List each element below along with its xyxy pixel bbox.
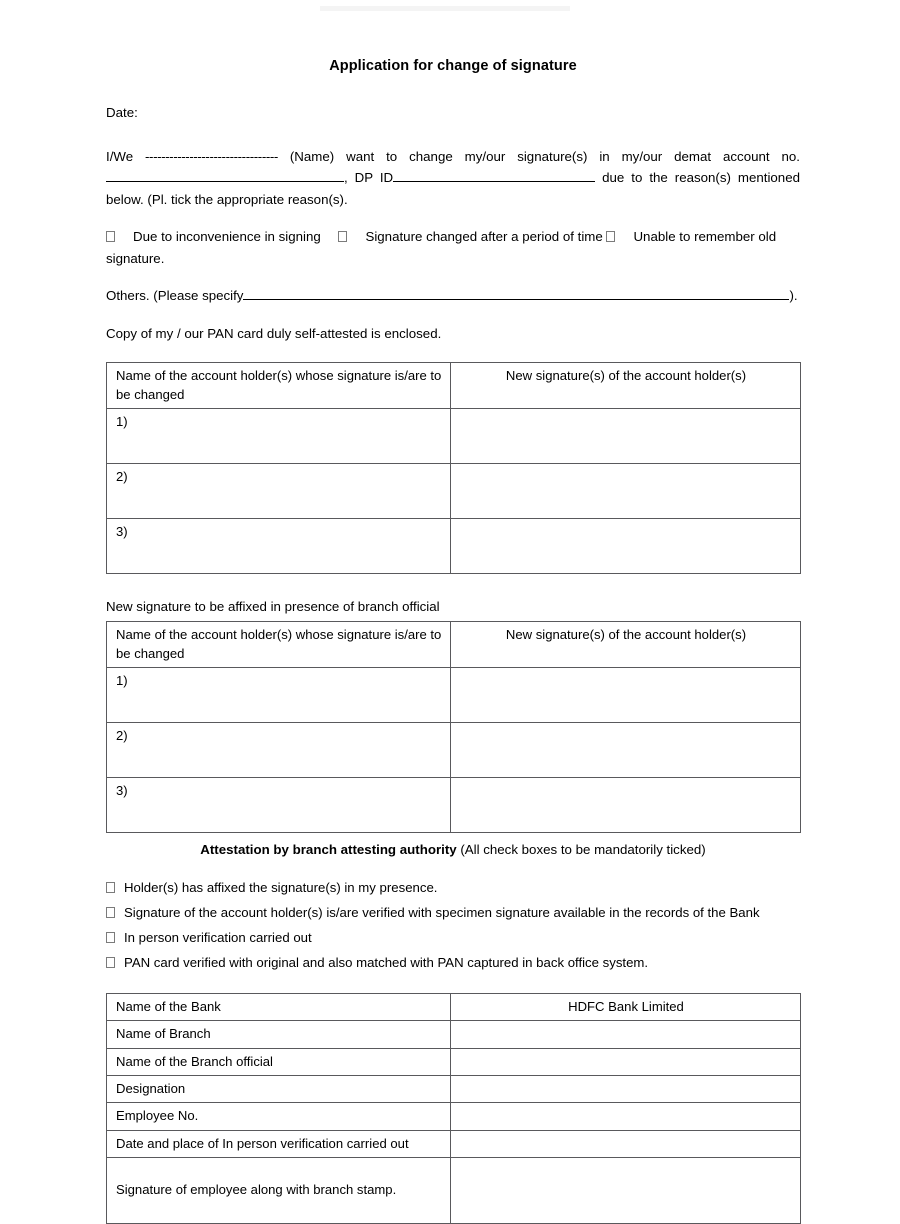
- empty-checkbox-icon[interactable]: [338, 231, 347, 242]
- branch-signature-table-header-signature: New signature(s) of the account holder(s): [451, 621, 801, 667]
- bank-row-1-label: Name of the Bank: [107, 994, 451, 1021]
- attestation-heading: [106, 840, 800, 860]
- table-header-row: [107, 621, 801, 667]
- bank-row-6-value[interactable]: [451, 1130, 801, 1157]
- others-reason-row: [106, 285, 800, 307]
- empty-checkbox-icon[interactable]: [106, 932, 115, 943]
- attestation-item-3-label: In person verification carried out: [124, 929, 312, 945]
- signature-table-row-3-label: 3): [107, 519, 451, 574]
- reason-checkbox-group: [106, 226, 800, 269]
- branch-signature-table-row-3-label: 3): [107, 778, 451, 833]
- attestation-checklist: [106, 877, 800, 973]
- dp-id-blank[interactable]: [393, 169, 595, 182]
- others-specify-blank[interactable]: [243, 288, 789, 301]
- table-row: [107, 1130, 801, 1157]
- bank-row-3-value[interactable]: [451, 1048, 801, 1075]
- signature-table-row-3-signature-cell[interactable]: [451, 519, 801, 574]
- empty-checkbox-icon[interactable]: [106, 907, 115, 918]
- branch-presence-label: New signature to be affixed in presence of branch official: [106, 599, 440, 615]
- intro-after-dpid: due to the reason(s) mentioned below. (Pl. tick the appropriate reason(s).: [106, 170, 800, 207]
- attestation-item-2-label: Signature of the account holder(s) is/are verified with specimen signature available in the records of the Bank: [124, 904, 760, 920]
- others-suffix-label: ).: [789, 288, 798, 304]
- attestation-heading-note: (All check boxes to be mandatorily ticked): [456, 842, 706, 858]
- table-row: [107, 994, 801, 1021]
- table-header-row: [107, 363, 801, 409]
- signature-table-header-signature: New signature(s) of the account holder(s): [451, 363, 801, 409]
- list-item: [106, 952, 800, 973]
- bank-row-7-value[interactable]: [451, 1158, 801, 1224]
- bank-details-table: [106, 993, 801, 1224]
- branch-signature-table-row-2-signature-cell[interactable]: [451, 723, 801, 778]
- branch-signature-table: [106, 621, 801, 833]
- signature-table-header-name: Name of the account holder(s) whose signature is/are to be changed: [107, 363, 451, 409]
- branch-signature-table-header-name: Name of the account holder(s) whose signature is/are to be changed: [107, 621, 451, 667]
- date-field-label: [106, 102, 800, 124]
- bank-row-5-value[interactable]: [451, 1103, 801, 1130]
- bank-row-5-label: Employee No.: [107, 1103, 451, 1130]
- signature-table-row-1-signature-cell[interactable]: [451, 409, 801, 464]
- attestation-item-4-label: PAN card verified with original and also matched with PAN captured in back office system.: [124, 954, 649, 970]
- attestation-heading-bold: Attestation by branch attesting authority: [200, 842, 457, 858]
- table-row: [107, 464, 801, 519]
- bank-row-6-label: Date and place of In person verification carried out: [107, 1130, 451, 1157]
- document-content: [106, 58, 800, 1224]
- attestation-item-1-label: Holder(s) has affixed the signature(s) in my presence.: [124, 880, 438, 896]
- empty-checkbox-icon[interactable]: [106, 957, 115, 968]
- bank-row-1-value: HDFC Bank Limited: [451, 994, 801, 1021]
- list-item: [106, 927, 800, 948]
- empty-checkbox-icon[interactable]: [106, 882, 115, 893]
- table-row: [107, 1103, 801, 1130]
- signature-table-row-1-label: 1): [107, 409, 451, 464]
- bank-row-2-label: Name of Branch: [107, 1021, 451, 1048]
- name-blank-dashes[interactable]: ---------------------------------: [145, 148, 278, 164]
- bank-row-4-label: Designation: [107, 1076, 451, 1103]
- bank-row-2-value[interactable]: [451, 1021, 801, 1048]
- table-row: [107, 1076, 801, 1103]
- list-item: [106, 877, 800, 898]
- reason-option-1-label: Due to inconvenience in signing: [133, 229, 321, 245]
- table-row: [107, 1021, 801, 1048]
- signature-table-row-2-signature-cell[interactable]: [451, 464, 801, 519]
- table-row: [107, 778, 801, 833]
- intro-after-name: (Name) want to change my/our signature(s) in my/our demat account no.: [289, 148, 800, 164]
- list-item: [106, 902, 800, 923]
- others-prefix-label: Others. (Please specify: [106, 288, 244, 304]
- bank-row-7-label: Signature of employee along with branch stamp.: [107, 1158, 451, 1224]
- signature-table: [106, 362, 801, 574]
- branch-signature-table-row-1-signature-cell[interactable]: [451, 668, 801, 723]
- reason-option-2-label: Signature changed after a period of time: [365, 229, 603, 245]
- intro-paragraph: [106, 146, 800, 211]
- table-row: [107, 519, 801, 574]
- pan-enclosure-note: Copy of my / our PAN card duly self-attested is enclosed.: [106, 325, 442, 341]
- table-row: [107, 409, 801, 464]
- scan-shadow-artifact: [320, 6, 570, 11]
- intro-lead: I/We: [106, 148, 134, 164]
- branch-signature-table-row-3-signature-cell[interactable]: [451, 778, 801, 833]
- signature-table-row-2-label: 2): [107, 464, 451, 519]
- table-row: [107, 668, 801, 723]
- empty-checkbox-icon[interactable]: [606, 231, 615, 242]
- empty-checkbox-icon[interactable]: [106, 231, 115, 242]
- page-title: Application for change of signature: [329, 58, 577, 74]
- demat-account-no-blank[interactable]: [106, 169, 344, 182]
- date-label-text: Date:: [106, 105, 138, 120]
- branch-signature-table-row-2-label: 2): [107, 723, 451, 778]
- dp-id-label: , DP ID: [344, 170, 394, 186]
- reason-option-3-label: Unable to remember old signature.: [106, 229, 777, 266]
- bank-row-4-value[interactable]: [451, 1076, 801, 1103]
- table-row: [107, 723, 801, 778]
- table-row: [107, 1048, 801, 1075]
- branch-signature-table-row-1-label: 1): [107, 668, 451, 723]
- table-row: [107, 1158, 801, 1224]
- bank-row-3-label: Name of the Branch official: [107, 1048, 451, 1075]
